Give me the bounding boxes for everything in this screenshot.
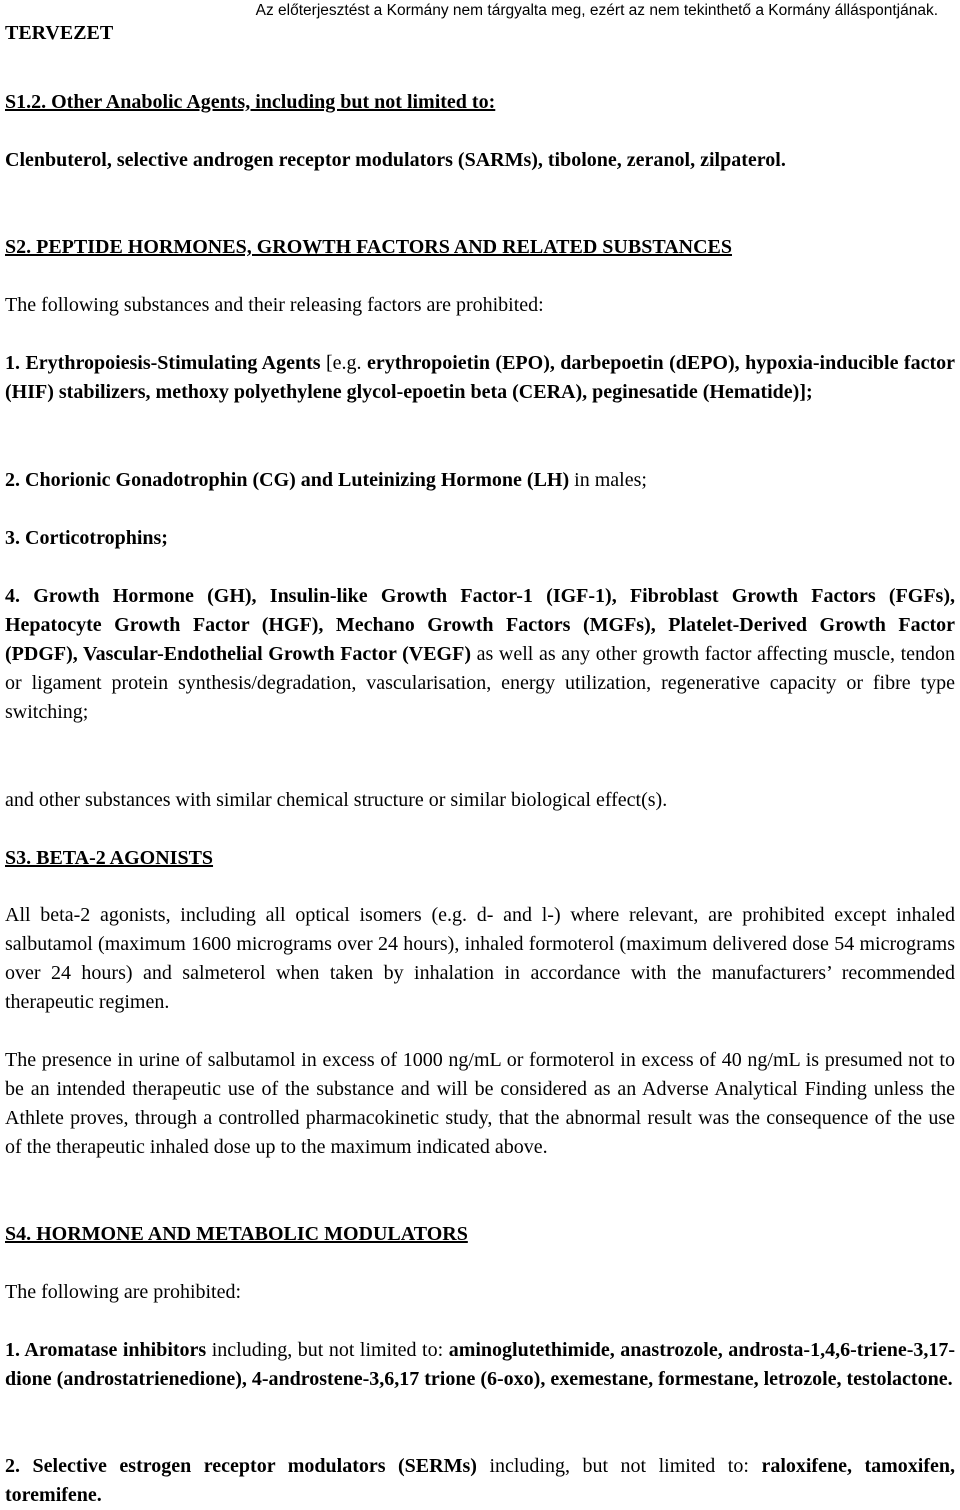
s2-item-1 — [5, 349, 955, 407]
s2-item-4 — [5, 582, 955, 727]
s2-item-2-title: 2. Chorionic Gonadotrophin (CG) and Luteinizing Hormone (LH) — [5, 469, 570, 491]
s2-item-1-eg: [e.g. — [326, 352, 362, 374]
s2-item-3: 3. Corticotrophins; — [5, 527, 168, 549]
s4-item-1-title: 1. Aromatase inhibitors — [5, 1339, 207, 1361]
s4-item-1-mid: including, but not limited to: — [211, 1339, 444, 1361]
s3-heading: S3. BETA-2 AGONISTS — [5, 847, 214, 869]
s2-item-1-title: 1. Erythropoiesis-Stimulating Agents — [5, 352, 321, 374]
s4-intro: The following are prohibited: — [5, 1281, 242, 1303]
s4-item-2-title: 2. Selective estrogen receptor modulators (SERMs) — [5, 1455, 477, 1477]
s1-2-text: Clenbuterol, selective androgen receptor modulators (SARMs), tibolone, zeranol, zilpaterol. — [5, 149, 786, 171]
s4-item-2 — [5, 1452, 955, 1510]
s4-item-1-list: aminoglutethimide, anastrozole, androsta-1,4,6-triene-3,17-dione (androstatrienedione), 4-androstene-3,6,17 trione (6-oxo), exemestane, formestane, letrozole, testolactone. — [5, 1339, 956, 1390]
s2-item-2-rest: in males; — [574, 469, 647, 491]
s1-2-heading: S1.2. Other Anabolic Agents, including but not limited to: — [5, 91, 496, 113]
s2-heading: S2. PEPTIDE HORMONES, GROWTH FACTORS AND RELATED SUBSTANCES — [5, 236, 732, 258]
s2-item-4-bold: 4. Growth Hormone (GH), Insulin-like Growth Factor-1 (IGF-1), Fibroblast Growth Factors (FGFs), Hepatocyte Growth Factor (HGF), Mechano Growth Factors (MGFs), Platelet-Derived Growth Factor (PDGF), Vascular-Endothelial Growth Factor (VEGF) — [5, 585, 955, 665]
s4-item-1 — [5, 1336, 955, 1394]
s2-item-1-text: erythropoietin (EPO), darbepoetin (dEPO), hypoxia-inducible factor (HIF) stabilizers, methoxy polyethylene glycol-epoetin beta (CERA), peginesatide (Hematide)]; — [5, 352, 955, 403]
s2-closing: and other substances with similar chemical structure or similar biological effect(s). — [5, 789, 668, 811]
s2-item-4-rest: as well as any other growth factor affecting muscle, tendon or ligament protein synthesis/degradation, vascularisation, energy utilization, regenerative capacity or fibre type switching; — [5, 643, 955, 723]
s3-para-1: All beta-2 agonists, including all optical isomers (e.g. d- and l-) where relevant, are prohibited except inhaled salbutamol (maximum 1600 micrograms over 24 hours), inhaled formoterol (maximum delivered dose 54 micrograms over 24 hours) and salmeterol when taken by inhalation in accordance with the manufacturers’ recommended therapeutic regimen. — [5, 904, 955, 1013]
s3-para-2: The presence in urine of salbutamol in excess of 1000 ng/mL or formoterol in excess of 40 ng/mL is presumed not to be an intended therapeutic use of the substance and will be considered as an Adverse Analytical Finding unless the Athlete proves, through a controlled pharmacokinetic study, that the abnormal result was the consequence of the use of the therapeutic inhaled dose up to the maximum indicated above. — [5, 1049, 955, 1158]
s2-intro: The following substances and their releasing factors are prohibited: — [5, 294, 544, 316]
s2-item-2 — [5, 466, 955, 495]
s4-item-2-mid: including, but not limited to: — [489, 1455, 749, 1477]
s4-heading: S4. HORMONE AND METABOLIC MODULATORS — [5, 1223, 468, 1245]
draft-label: TERVEZET — [5, 22, 114, 44]
s4-item-2-list: raloxifene, tamoxifen, toremifene. — [5, 1455, 956, 1506]
disclaimer-header: Az előterjesztést a Kormány nem tárgyalta meg, ezért az nem tekinthető a Kormány álláspontjának. — [255, 2, 938, 19]
